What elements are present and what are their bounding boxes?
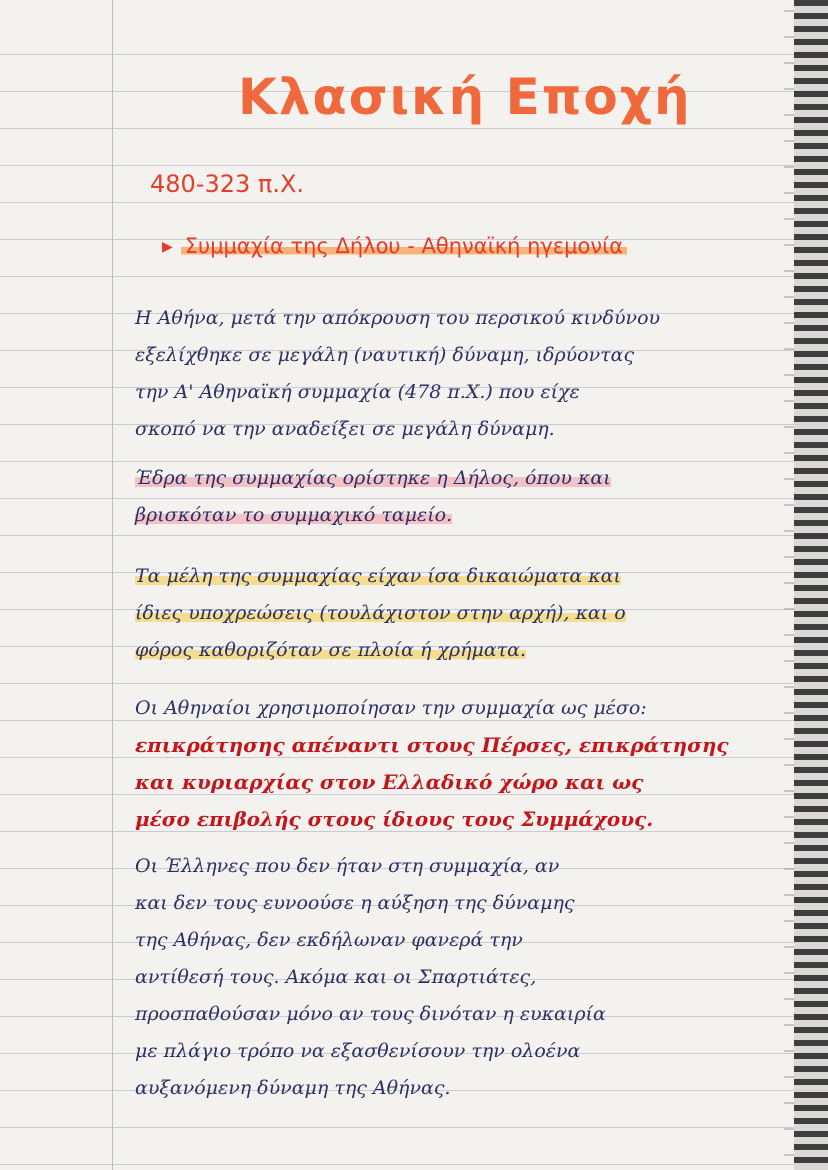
text-line: με πλάγιο τρόπο να εξασθενίσουν την ολοένα bbox=[135, 1040, 581, 1062]
paragraph-athenian-use bbox=[135, 690, 785, 838]
binding-holes bbox=[784, 0, 794, 1170]
paragraph-other-greeks bbox=[135, 848, 785, 1107]
text-line: Οι Αθηναίοι χρησιμοποίησαν την συμμαχία ως μέσο: bbox=[135, 697, 647, 719]
text-line: και δεν τους ευνοούσε η αύξηση της δύναμης bbox=[135, 892, 575, 914]
text-line: φόρος καθοριζόταν σε πλοία ή χρήματα. bbox=[135, 639, 527, 661]
triangle-bullet-icon: ▶ bbox=[162, 239, 173, 255]
text-line: ίδιες υποχρεώσεις (τουλάχιστον στην αρχή), και ο bbox=[135, 602, 626, 624]
text-line: της Αθήνας, δεν εκδήλωναν φανερά την bbox=[135, 929, 523, 951]
text-line: προσπαθούσαν μόνο αν τους δινόταν η ευκαιρία bbox=[135, 1003, 606, 1025]
text-line-emphasis: επικράτησης απέναντι στους Πέρσες, επικράτησης bbox=[135, 733, 729, 757]
page-title: Κλασική Εποχή bbox=[238, 68, 692, 126]
margin-line bbox=[112, 0, 113, 1170]
text-line: Οι Έλληνες που δεν ήταν στη συμμαχία, αν bbox=[135, 855, 560, 877]
text-line: Η Αθήνα, μετά την απόκρουση του περσικού κινδύνου bbox=[135, 307, 661, 329]
text-line: αντίθεσή τους. Ακόμα και οι Σπαρτιάτες, bbox=[135, 966, 537, 988]
text-line: σκοπό να την αναδείξει σε μεγάλη δύναμη. bbox=[135, 418, 555, 440]
paragraph-athens-alliance bbox=[135, 300, 785, 448]
text-line: Έδρα της συμμαχίας ορίστηκε η Δήλος, όπου και bbox=[135, 467, 611, 489]
text-line: εξελίχθηκε σε μεγάλη (ναυτική) δύναμη, ιδρύοντας bbox=[135, 344, 635, 366]
period-dates: 480-323 π.Χ. bbox=[150, 170, 305, 198]
paragraph-delos-seat bbox=[135, 460, 785, 534]
text-line: Τα μέλη της συμμαχίας είχαν ίσα δικαιώματα και bbox=[135, 565, 621, 587]
paragraph-members-rights bbox=[135, 558, 785, 669]
text-line: την Α' Αθηναϊκή συμμαχία (478 π.Χ.) που είχε bbox=[135, 381, 580, 403]
text-line-emphasis: μέσο επιβολής στους ίδιους τους Συμμάχους. bbox=[135, 807, 654, 831]
spiral-binding bbox=[794, 0, 828, 1170]
text-line: αυξανόμενη δύναμη της Αθήνας. bbox=[135, 1077, 451, 1099]
section-heading bbox=[162, 234, 722, 258]
text-line-emphasis: και κυριαρχίας στον Ελλαδικό χώρο και ως bbox=[135, 770, 644, 794]
text-line: βρισκόταν το συμμαχικό ταμείο. bbox=[135, 504, 453, 526]
section-heading-text: Συμμαχία της Δήλου - Αθηναϊκή ηγεμονία bbox=[181, 234, 627, 258]
